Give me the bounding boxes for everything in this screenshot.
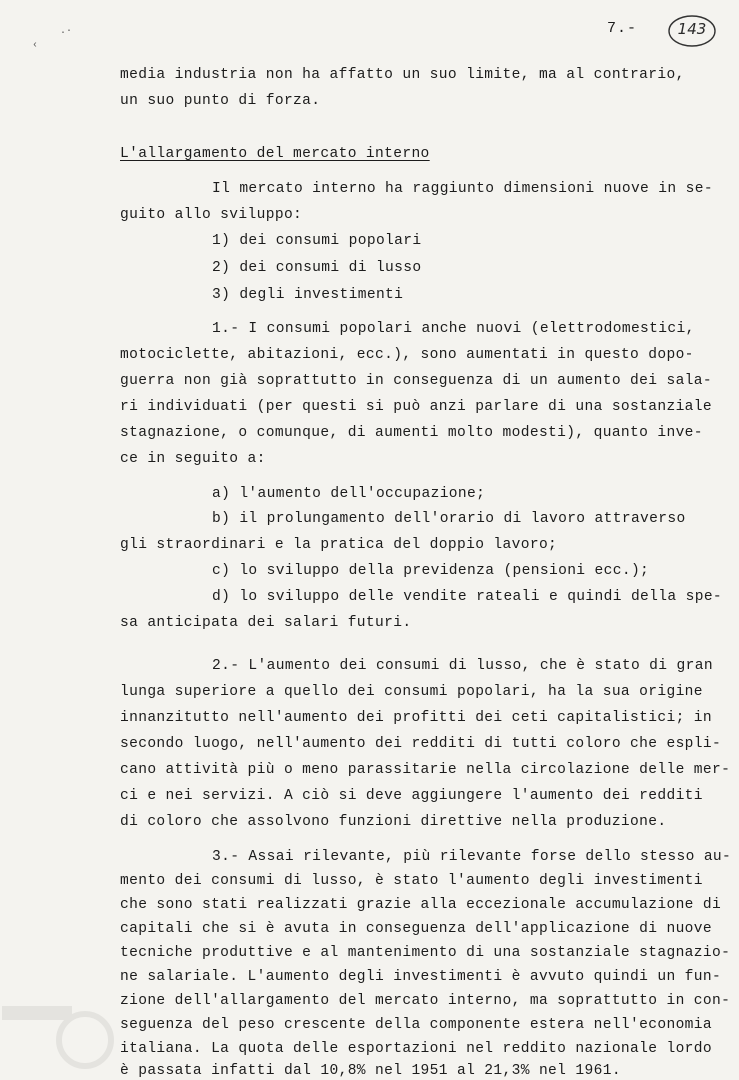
text-line: italiana. La quota delle esportazioni nel reddito nazionale lordo xyxy=(120,1041,712,1057)
list-item: c) lo sviluppo della previdenza (pensioni ecc.); xyxy=(212,563,650,579)
text-line: tecniche produttive e al mantenimento di una sostanziale stagnazio- xyxy=(120,945,731,961)
page-number: 7.- xyxy=(607,20,638,37)
text-line: secondo luogo, nell'aumento dei redditi di tutti coloro che espli- xyxy=(120,736,722,752)
text-line: lunga superiore a quello dei consumi popolari, ha la sua origine xyxy=(120,684,703,700)
text-line: gli straordinari e la pratica del doppio lavoro; xyxy=(120,537,558,553)
text-line: sa anticipata dei salari futuri. xyxy=(120,615,412,631)
section-heading: L'allargamento del mercato interno xyxy=(120,146,430,162)
margin-speck: .· xyxy=(60,26,73,37)
text-line: zione dell'allargamento del mercato interno, ma soprattutto in con- xyxy=(120,993,731,1009)
list-item: 3) degli investimenti xyxy=(212,287,404,303)
text-line: Il mercato interno ha raggiunto dimensioni nuove in se- xyxy=(212,181,713,197)
text-line: motociclette, abitazioni, ecc.), sono aumentati in questo dopo- xyxy=(120,347,694,363)
text-line: cano attività più o meno parassitarie nella circolazione delle mer- xyxy=(120,762,731,778)
text-line: guito allo sviluppo: xyxy=(120,207,303,223)
margin-speck: ‹ xyxy=(32,40,39,51)
text-line: 3.- Assai rilevante, più rilevante forse dello stesso au- xyxy=(212,849,732,865)
text-line: innanzitutto nell'aumento dei profitti dei ceti capitalistici; in xyxy=(120,710,712,726)
list-item: 1) dei consumi popolari xyxy=(212,233,422,249)
text-line: ci e nei servizi. A ciò si deve aggiungere l'aumento dei redditi xyxy=(120,788,703,804)
text-line: di coloro che assolvono funzioni direttive nella produzione. xyxy=(120,814,667,830)
text-line: un suo punto di forza. xyxy=(120,93,321,109)
text-line: 1.- I consumi popolari anche nuovi (elettrodomestici, xyxy=(212,321,695,337)
text-line: mento dei consumi di lusso, è stato l'aumento degli investimenti xyxy=(120,873,703,889)
text-line: ce in seguito a: xyxy=(120,451,266,467)
list-item: d) lo sviluppo delle vendite rateali e quindi della spe- xyxy=(212,589,723,605)
text-line: ri individuati (per questi si può anzi parlare di una sostanziale xyxy=(120,399,712,415)
text-line: è passata infatti dal 10,8% nel 1951 al 21,3% nel 1961. xyxy=(120,1063,621,1079)
stamp-number: 143 xyxy=(677,20,707,38)
list-item: 2) dei consumi di lusso xyxy=(212,260,422,276)
text-line: che sono stati realizzati grazie alla eccezionale accumulazione di xyxy=(120,897,722,913)
text-line: seguenza del peso crescente della componente estera nell'economia xyxy=(120,1017,712,1033)
text-line: capitali che si è avuta in conseguenza dell'applicazione di nuove xyxy=(120,921,712,937)
text-line: ne salariale. L'aumento degli investimenti è avvuto quindi un fun- xyxy=(120,969,722,985)
list-item: b) il prolungamento dell'orario di lavoro attraverso xyxy=(212,511,686,527)
text-line: media industria non ha affatto un suo limite, ma al contrario, xyxy=(120,67,685,83)
archive-watermark-icon xyxy=(0,1000,130,1070)
text-line: guerra non già soprattutto in conseguenza di un aumento dei sala- xyxy=(120,373,712,389)
archive-stamp xyxy=(667,14,717,48)
text-line: 2.- L'aumento dei consumi di lusso, che è stato di gran xyxy=(212,658,713,674)
text-line: stagnazione, o comunque, di aumenti molto modesti), quanto inve- xyxy=(120,425,703,441)
list-item: a) l'aumento dell'occupazione; xyxy=(212,486,486,502)
